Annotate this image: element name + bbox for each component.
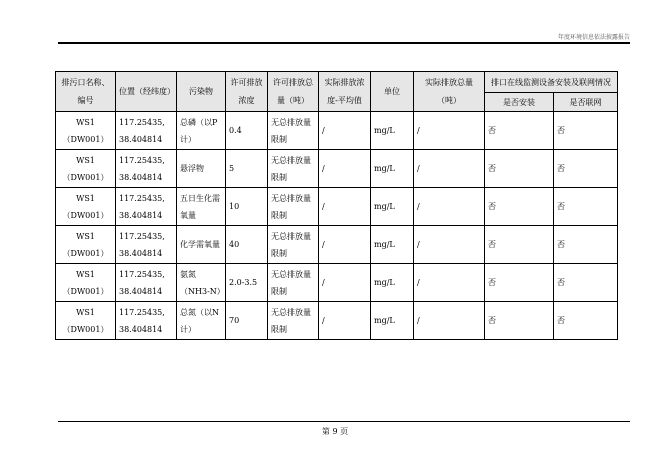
cell-actual-total: / xyxy=(414,302,485,340)
table-row xyxy=(56,226,618,264)
cell-pollutant: 总氮（以N计） xyxy=(177,302,226,340)
cell-permit-total: 无总排放量限制 xyxy=(268,264,319,302)
header-position: 位置（经纬度） xyxy=(116,72,177,112)
table-row xyxy=(56,302,618,340)
cell-outlet: WS1（DW001） xyxy=(56,188,116,226)
header-monitoring-group: 排口在线监测设备安装及联网情况 xyxy=(485,72,618,93)
cell-position xyxy=(116,188,177,226)
table-header xyxy=(56,72,618,112)
cell-installed: 否 xyxy=(485,150,554,188)
cell-permit-concentration: 40 xyxy=(226,226,268,264)
cell-networked: 否 xyxy=(554,150,618,188)
cell-longitude: 117.25435, xyxy=(119,231,165,241)
cell-outlet: WS1（DW001） xyxy=(56,112,116,150)
footer-rule xyxy=(58,421,630,422)
cell-pollutant: 悬浮物 xyxy=(177,150,226,188)
cell-actual-total: / xyxy=(414,264,485,302)
cell-actual-total: / xyxy=(414,150,485,188)
cell-installed: 否 xyxy=(485,188,554,226)
cell-outlet: WS1（DW001） xyxy=(56,302,116,340)
cell-unit: mg/L xyxy=(371,150,414,188)
cell-position xyxy=(116,264,177,302)
cell-outlet: WS1（DW001） xyxy=(56,150,116,188)
cell-unit: mg/L xyxy=(371,188,414,226)
cell-actual-total: / xyxy=(414,226,485,264)
cell-latitude: 38.404814 xyxy=(119,324,163,334)
cell-pollutant: 氨氮（NH3-N） xyxy=(177,264,226,302)
header-permit-concentration: 许可排放浓度 xyxy=(226,72,268,112)
table-row xyxy=(56,112,618,150)
cell-networked: 否 xyxy=(554,188,618,226)
table-row xyxy=(56,264,618,302)
cell-installed: 否 xyxy=(485,226,554,264)
cell-permit-concentration: 2.0-3.5 xyxy=(226,264,268,302)
cell-networked: 否 xyxy=(554,302,618,340)
cell-pollutant: 总磷（以P计） xyxy=(177,112,226,150)
header-unit: 单位 xyxy=(371,72,414,112)
cell-position xyxy=(116,150,177,188)
cell-longitude: 117.25435, xyxy=(119,155,165,165)
cell-permit-total: 无总排放量限制 xyxy=(268,188,319,226)
cell-position xyxy=(116,226,177,264)
cell-installed: 否 xyxy=(485,302,554,340)
cell-unit: mg/L xyxy=(371,264,414,302)
header-rule xyxy=(58,42,630,44)
cell-position xyxy=(116,302,177,340)
cell-permit-total: 无总排放量限制 xyxy=(268,112,319,150)
header-actual-concentration: 实际排放浓度-平均值 xyxy=(319,72,371,112)
header-actual-total: 实际排放总量（吨） xyxy=(414,72,485,112)
cell-longitude: 117.25435, xyxy=(119,269,165,279)
cell-unit: mg/L xyxy=(371,112,414,150)
cell-latitude: 38.404814 xyxy=(119,134,163,144)
cell-longitude: 117.25435, xyxy=(119,307,165,317)
header-pollutant: 污染物 xyxy=(177,72,226,112)
cell-permit-total: 无总排放量限制 xyxy=(268,302,319,340)
header-networked: 是否联网 xyxy=(554,93,618,112)
cell-latitude: 38.404814 xyxy=(119,210,163,220)
cell-unit: mg/L xyxy=(371,226,414,264)
emission-table xyxy=(55,71,618,340)
cell-pollutant: 化学需氧量 xyxy=(177,226,226,264)
cell-permit-concentration: 70 xyxy=(226,302,268,340)
page-header-title: 年度环境信息依法披露报告 xyxy=(557,34,630,41)
cell-latitude: 38.404814 xyxy=(119,172,163,182)
cell-pollutant: 五日生化需氧量 xyxy=(177,188,226,226)
cell-actual-total: / xyxy=(414,188,485,226)
cell-networked: 否 xyxy=(554,112,618,150)
cell-longitude: 117.25435, xyxy=(119,117,165,127)
cell-longitude: 117.25435, xyxy=(119,193,165,203)
cell-actual-concentration: / xyxy=(319,302,371,340)
cell-actual-total: / xyxy=(414,112,485,150)
cell-permit-total: 无总排放量限制 xyxy=(268,226,319,264)
cell-permit-concentration: 0.4 xyxy=(226,112,268,150)
cell-installed: 否 xyxy=(485,264,554,302)
cell-actual-concentration: / xyxy=(319,264,371,302)
cell-permit-concentration: 10 xyxy=(226,188,268,226)
cell-permit-total: 无总排放量限制 xyxy=(268,150,319,188)
table-row xyxy=(56,150,618,188)
cell-position xyxy=(116,112,177,150)
cell-outlet: WS1（DW001） xyxy=(56,226,116,264)
cell-networked: 否 xyxy=(554,226,618,264)
cell-actual-concentration: / xyxy=(319,188,371,226)
header-outlet: 排污口名称、编号 xyxy=(56,72,116,112)
emission-table-container xyxy=(55,71,617,340)
cell-permit-concentration: 5 xyxy=(226,150,268,188)
cell-actual-concentration: / xyxy=(319,112,371,150)
cell-actual-concentration: / xyxy=(319,150,371,188)
cell-latitude: 38.404814 xyxy=(119,248,163,258)
page-number: 第 9 页 xyxy=(321,427,349,436)
cell-outlet: WS1（DW001） xyxy=(56,264,116,302)
table-body xyxy=(56,112,618,340)
cell-networked: 否 xyxy=(554,264,618,302)
header-permit-total: 许可排放总量（吨） xyxy=(268,72,319,112)
table-row xyxy=(56,188,618,226)
cell-installed: 否 xyxy=(485,112,554,150)
cell-latitude: 38.404814 xyxy=(119,286,163,296)
cell-unit: mg/L xyxy=(371,302,414,340)
cell-actual-concentration: / xyxy=(319,226,371,264)
header-installed: 是否安装 xyxy=(485,93,554,112)
